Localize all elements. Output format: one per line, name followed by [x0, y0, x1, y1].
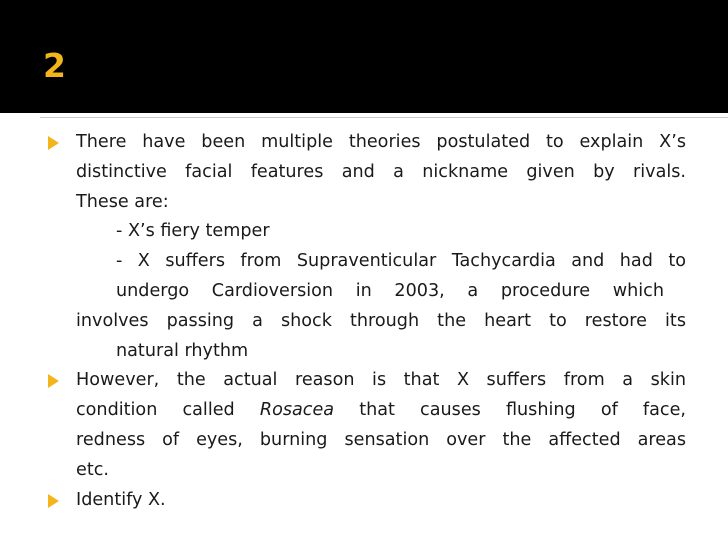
sub-item-continuation: natural rhythm [116, 340, 249, 361]
triangle-bullet-icon [48, 136, 59, 150]
text-line: Identify X. [76, 489, 166, 510]
text-line: However, the actual reason is that X suffers from a skin [76, 370, 686, 391]
bullet-item [48, 486, 686, 516]
triangle-bullet-icon [48, 374, 59, 388]
text-segment: that causes flushing of face, [334, 400, 686, 421]
sub-item: - X’s fiery temper [116, 221, 270, 242]
title-bar [0, 0, 728, 113]
sub-item-continuation: undergo Cardioversion in 2003, a procedure which [116, 280, 664, 301]
sub-item-continuation: involves passing a shock through the heart to restore its [76, 310, 686, 331]
slide-body [48, 128, 686, 515]
text-line [76, 396, 686, 426]
slide-title: 2 [43, 46, 66, 85]
triangle-bullet-icon [48, 494, 59, 508]
text-line: These are: [76, 191, 169, 212]
title-divider [40, 117, 728, 118]
text-line: etc. [76, 459, 109, 480]
bullet-item [48, 366, 686, 485]
sub-item: - X suffers from Supraventicular Tachycardia and had to [116, 251, 686, 272]
text-line: There have been multiple theories postulated to explain X’s [76, 132, 686, 152]
text-segment: condition called [76, 400, 260, 421]
emphasis-term: Rosacea [259, 400, 335, 421]
text-line: redness of eyes, burning sensation over the affected areas [76, 429, 686, 450]
bullet-item [48, 128, 686, 366]
text-line: distinctive facial features and a nickname given by rivals. [76, 161, 686, 182]
